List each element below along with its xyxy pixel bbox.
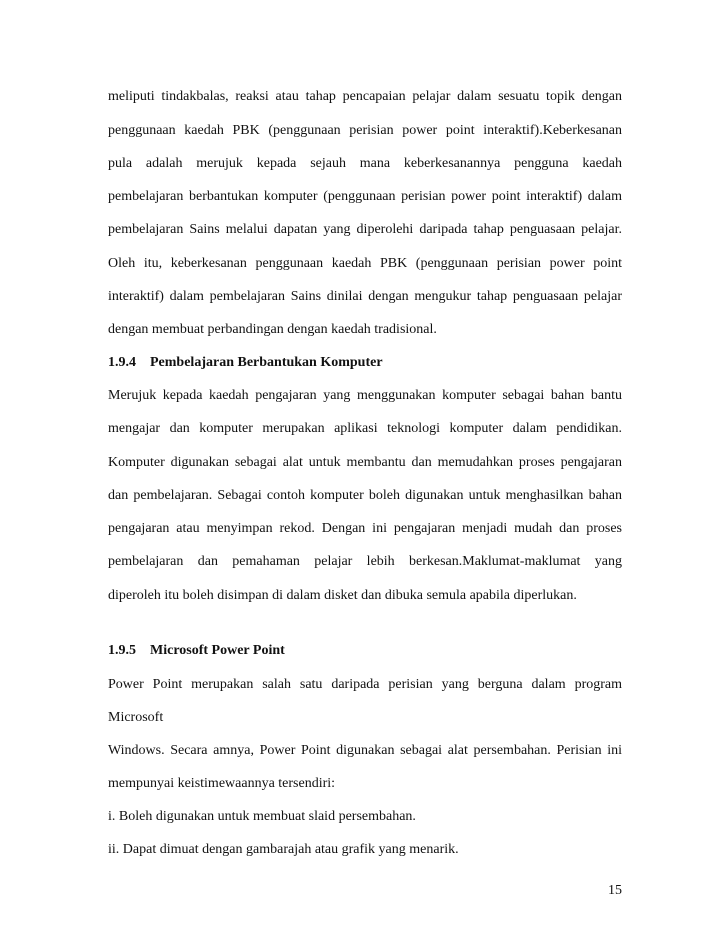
- section-title: Pembelajaran Berbantukan Komputer: [150, 355, 383, 370]
- section-number: 1.9.4: [108, 355, 136, 370]
- paragraph-line: interaktif) dalam pembelajaran Sains dinilai dengan mengukur tahap penguasaan pelajar: [108, 289, 622, 304]
- paragraph-line: penggunaan kaedah PBK (penggunaan perisian power point interaktif).Keberkesanan: [108, 123, 622, 138]
- paragraph-line: pula adalah merujuk kepada sejauh mana keberkesanannya pengguna kaedah: [108, 156, 622, 171]
- paragraph-line: dan pembelajaran. Sebagai contoh komputer boleh digunakan untuk menghasilkan bahan: [108, 488, 622, 503]
- paragraph-line: Power Point merupakan salah satu daripada perisian yang berguna dalam program: [108, 677, 622, 692]
- list-item: ii. Dapat dimuat dengan gambarajah atau grafik yang menarik.: [108, 842, 459, 857]
- paragraph-line: mempunyai keistimewaannya tersendiri:: [108, 776, 336, 791]
- paragraph-line: Windows. Secara amnya, Power Point digunakan sebagai alat persembahan. Perisian ini: [108, 743, 622, 758]
- paragraph-line: pembelajaran Sains melalui dapatan yang diperolehi daripada tahap penguasaan pelajar.: [108, 222, 622, 237]
- paragraph-line: dengan membuat perbandingan dengan kaedah tradisional.: [108, 322, 437, 337]
- paragraph-line: pembelajaran dan pemahaman pelajar lebih berkesan.Maklumat-maklumat yang: [108, 554, 622, 569]
- paragraph-line: meliputi tindakbalas, reaksi atau tahap pencapaian pelajar dalam sesuatu topik dengan: [108, 89, 622, 104]
- paragraph-line: Merujuk kepada kaedah pengajaran yang menggunakan komputer sebagai bahan bantu: [108, 388, 622, 403]
- paragraph-line: Oleh itu, keberkesanan penggunaan kaedah PBK (penggunaan perisian power point: [108, 256, 622, 271]
- section-heading-1-9-5: [108, 642, 622, 660]
- section-title: Microsoft Power Point: [150, 643, 285, 658]
- paragraph-line: mengajar dan komputer merupakan aplikasi teknologi komputer dalam pendidikan.: [108, 421, 622, 436]
- paragraph-line: Microsoft: [108, 710, 164, 725]
- list-item: i. Boleh digunakan untuk membuat slaid persembahan.: [108, 809, 416, 824]
- paragraph-line: Komputer digunakan sebagai alat untuk membantu dan memudahkan proses pengajaran: [108, 455, 622, 470]
- page-number: 15: [608, 883, 622, 898]
- section-number: 1.9.5: [108, 643, 136, 658]
- section-heading-1-9-4: [108, 354, 622, 372]
- paragraph-line: pembelajaran berbantukan komputer (penggunaan perisian power point interaktif) dalam: [108, 189, 622, 204]
- paragraph-line: diperoleh itu boleh disimpan di dalam disket dan dibuka semula apabila diperlukan.: [108, 588, 577, 603]
- paragraph-line: pengajaran atau menyimpan rekod. Dengan ini pengajaran menjadi mudah dan proses: [108, 521, 622, 536]
